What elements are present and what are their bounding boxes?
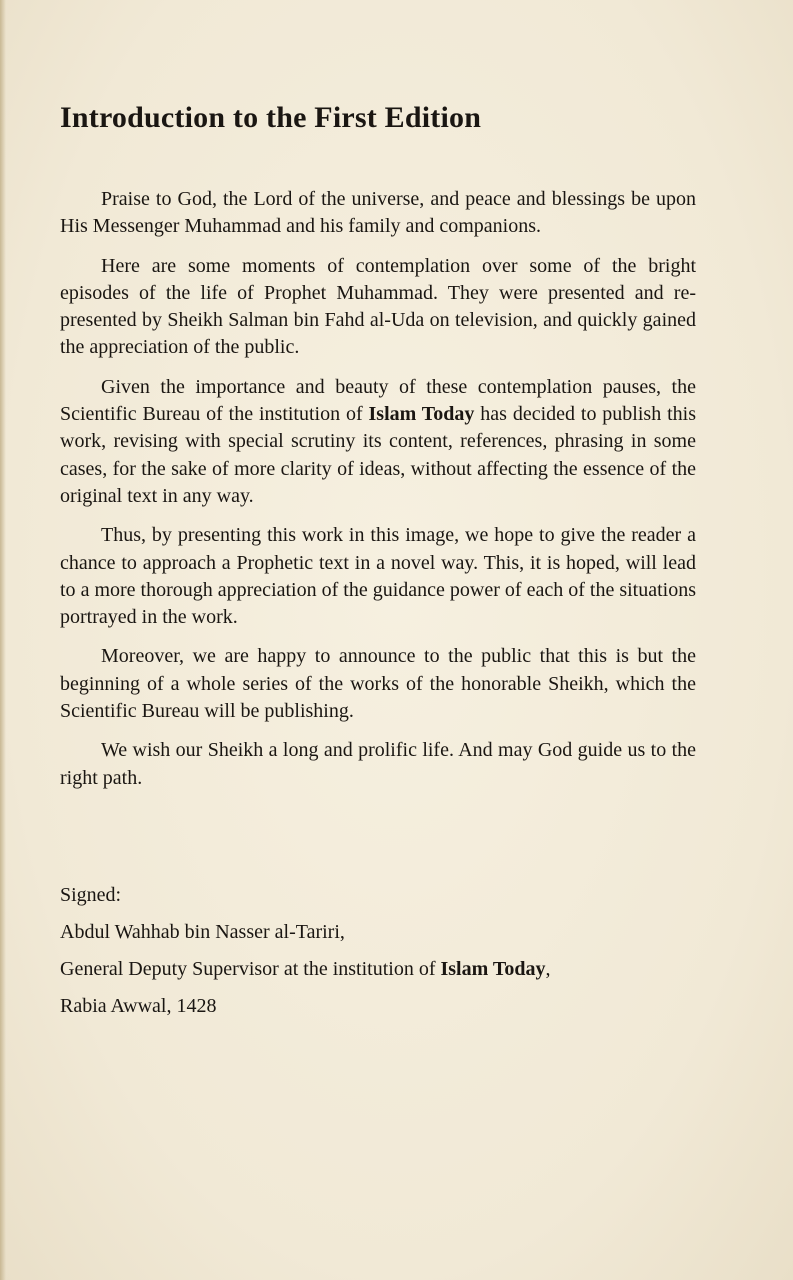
signatory-position <box>60 956 760 993</box>
paragraph-text: Here are some moments of contemplation over some of the bright episodes of the life of Prophet Muhammad. They were presented and re-presented by Sheikh Salman bin Fahd al-Uda on television, and quickly gained the appreciation of the public. <box>60 254 696 359</box>
paragraph-praise <box>60 186 696 241</box>
position-text: General Deputy Supervisor at the institution of <box>60 958 441 980</box>
paragraph-text-start: Given the importance and beauty of these contemplation pauses, the Scientific Bureau of the institution of <box>60 375 696 426</box>
paragraph-publication <box>60 374 696 510</box>
institution-name: Islam Today <box>368 403 475 426</box>
paragraph-announcement <box>60 643 696 725</box>
paragraph-text: We wish our Sheikh a long and prolific life. And may God guide us to the right path. <box>60 739 696 789</box>
signatory-name: Abdul Wahhab bin Nasser al-Tariri, <box>60 921 345 943</box>
paragraph-text: Moreover, we are happy to announce to the public that this is but the beginning of a whole series of the works of the honorable Sheikh, which the Scientific Bureau will be publishing. <box>60 645 696 723</box>
paragraph-text: Praise to God, the Lord of the universe, and peace and blessings be upon His Messenger Muhammad and his family and companions. <box>60 188 696 238</box>
signature-date: Rabia Awwal, 1428 <box>60 995 217 1017</box>
page-gutter-shadow <box>0 0 6 1280</box>
paragraph-hope <box>60 522 696 631</box>
signature-block <box>60 882 760 1030</box>
page-title: Introduction to the First Edition <box>60 101 482 134</box>
introduction-body <box>60 186 696 804</box>
paragraph-wish <box>60 737 696 792</box>
paragraph-contemplation <box>60 253 696 362</box>
signed-label: Signed: <box>60 884 122 906</box>
paragraph-text: Thus, by presenting this work in this image, we hope to give the reader a chance to approach a Prophetic text in a novel way. This, it is hoped, will lead to a more thorough appreciation of the guidance power of each of the situations portrayed in the work. <box>60 524 696 629</box>
paragraph-text-end: has decided to publish this work, revising with special scrutiny its content, references, phrasing in some cases, for the sake of more clarity of ideas, without affecting the essence of the original text in any way. <box>60 403 696 507</box>
institution-name: Islam Today <box>440 958 546 980</box>
position-punctuation: , <box>545 958 551 980</box>
